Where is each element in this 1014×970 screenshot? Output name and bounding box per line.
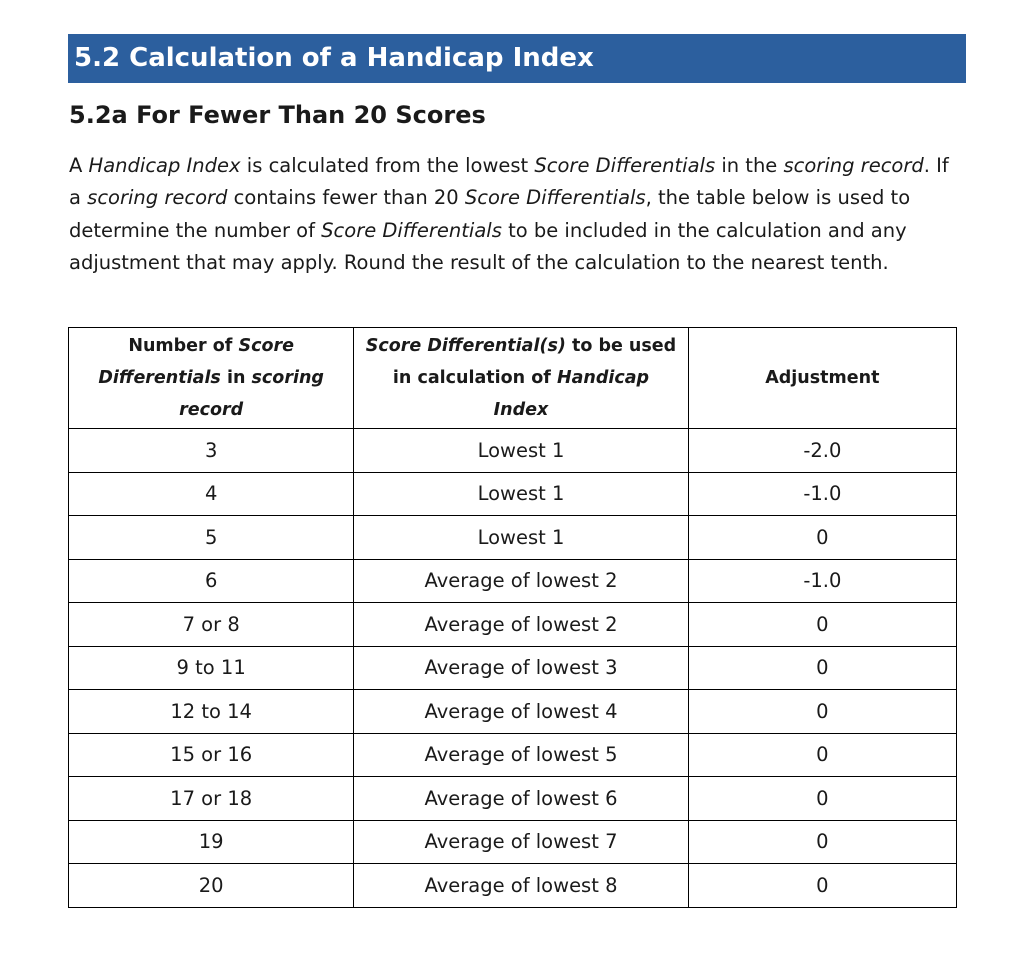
table-row xyxy=(69,777,957,821)
cell-score-count: 20 xyxy=(69,864,354,908)
cell-differentials-used: Average of lowest 2 xyxy=(354,603,688,647)
cell-differentials-used: Average of lowest 5 xyxy=(354,733,688,777)
cell-adjustment: 0 xyxy=(688,820,956,864)
cell-adjustment: -2.0 xyxy=(688,429,956,473)
cell-differentials-used: Lowest 1 xyxy=(354,472,688,516)
cell-score-count: 6 xyxy=(69,559,354,603)
table-row xyxy=(69,559,957,603)
table-row xyxy=(69,646,957,690)
cell-score-count: 12 to 14 xyxy=(69,690,354,734)
section-heading xyxy=(68,34,966,83)
cell-differentials-used: Lowest 1 xyxy=(354,516,688,560)
cell-differentials-used: Average of lowest 3 xyxy=(354,646,688,690)
cell-adjustment: 0 xyxy=(688,777,956,821)
table-row xyxy=(69,472,957,516)
cell-score-count: 15 or 16 xyxy=(69,733,354,777)
table-row xyxy=(69,820,957,864)
table-row xyxy=(69,603,957,647)
header-number-of-differentials: Number of Score Differentials in scoring record xyxy=(69,328,354,429)
cell-differentials-used: Average of lowest 4 xyxy=(354,690,688,734)
cell-score-count: 7 or 8 xyxy=(69,603,354,647)
subsection-heading: 5.2a For Fewer Than 20 Scores xyxy=(69,101,486,129)
table-row xyxy=(69,864,957,908)
header-adjustment: Adjustment xyxy=(688,328,956,429)
table-row xyxy=(69,429,957,473)
cell-adjustment: -1.0 xyxy=(688,472,956,516)
cell-adjustment: 0 xyxy=(688,516,956,560)
section-title: 5.2 Calculation of a Handicap Index xyxy=(74,43,594,73)
cell-score-count: 4 xyxy=(69,472,354,516)
cell-differentials-used: Average of lowest 2 xyxy=(354,559,688,603)
table-row xyxy=(69,733,957,777)
cell-adjustment: 0 xyxy=(688,646,956,690)
cell-differentials-used: Lowest 1 xyxy=(354,429,688,473)
table-header-row xyxy=(69,328,957,429)
handicap-table xyxy=(68,327,957,908)
cell-score-count: 17 or 18 xyxy=(69,777,354,821)
cell-differentials-used: Average of lowest 8 xyxy=(354,864,688,908)
header-differentials-used: Score Differential(s) to be used in calculation of Handicap Index xyxy=(354,328,688,429)
cell-score-count: 5 xyxy=(69,516,354,560)
table-body xyxy=(69,429,957,908)
cell-score-count: 19 xyxy=(69,820,354,864)
cell-adjustment: 0 xyxy=(688,690,956,734)
cell-score-count: 3 xyxy=(69,429,354,473)
table-row xyxy=(69,516,957,560)
cell-adjustment: -1.0 xyxy=(688,559,956,603)
table-row xyxy=(69,690,957,734)
cell-score-count: 9 to 11 xyxy=(69,646,354,690)
cell-adjustment: 0 xyxy=(688,603,956,647)
body-paragraph: A Handicap Index is calculated from the lowest Score Differentials in the scoring record. If a scoring record contains fewer than 20 Score Differentials, the table below is used to determine the number of Score Differentials to be included in the calculation and any adjustment that may apply. Round the result of the calculation to the nearest tenth. xyxy=(69,154,949,274)
cell-differentials-used: Average of lowest 7 xyxy=(354,820,688,864)
cell-adjustment: 0 xyxy=(688,864,956,908)
cell-adjustment: 0 xyxy=(688,733,956,777)
cell-differentials-used: Average of lowest 6 xyxy=(354,777,688,821)
